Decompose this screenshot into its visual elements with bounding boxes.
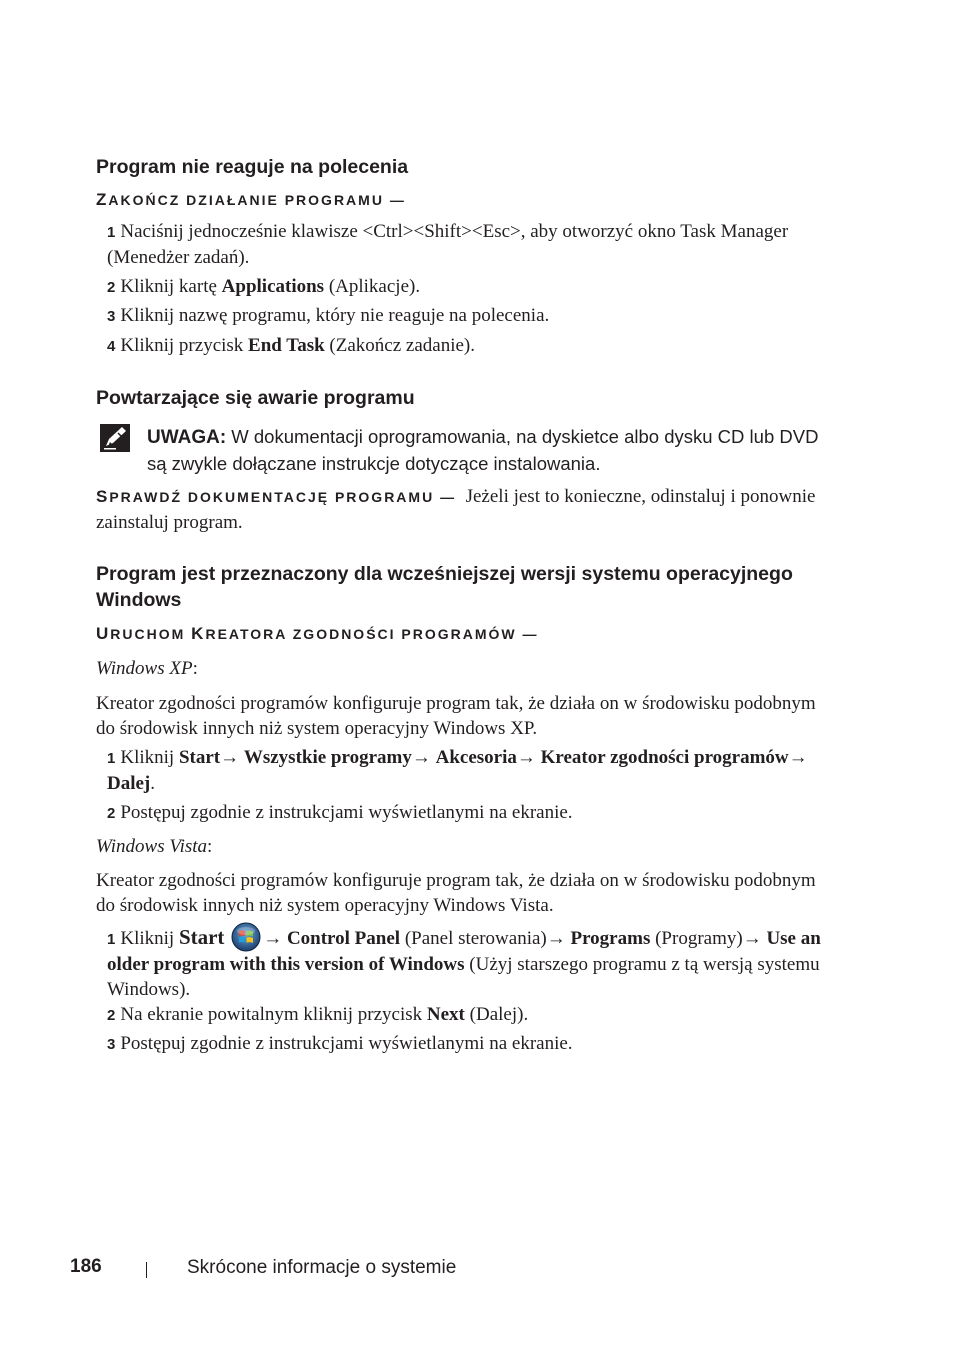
xp-step-1 bbox=[107, 745, 827, 796]
use-older-program-label: Use an older program with this version of Windows bbox=[107, 928, 821, 975]
use-older-program-pl: (Użyj starszego programu z tą wersją systemu Windows). bbox=[107, 954, 820, 1000]
windows-start-orb-icon bbox=[231, 922, 261, 952]
subhead-rest: PRAWDŹ DOKUMENTACJĘ PROGRAMU — bbox=[109, 489, 457, 505]
subhead-initial: Z bbox=[96, 190, 109, 209]
note-text: W dokumentacji oprogramowania, na dyskietce albo dysku CD lub DVD są zwykle dołączane instrukcje dotyczące instalowania. bbox=[147, 426, 819, 474]
subhead-end-task bbox=[96, 190, 406, 210]
control-panel-label: Control Panel bbox=[286, 928, 401, 949]
subhead-word: RUCHOM bbox=[110, 626, 192, 642]
vista-step-1 bbox=[107, 922, 827, 1002]
xp-label: Windows XP bbox=[96, 658, 193, 679]
section-heading-not-responding: Program nie reaguje na polecenia bbox=[96, 156, 409, 178]
compat-wizard-label: Kreator zgodności programów bbox=[540, 747, 789, 768]
step-2 bbox=[107, 274, 827, 300]
next-label: Dalej bbox=[107, 773, 151, 794]
step-text: Postępuj zgodnie z instrukcjami wyświetlanymi na ekranie. bbox=[120, 1033, 573, 1054]
step-text: Kliknij przycisk bbox=[120, 335, 249, 356]
next-button-label: Next bbox=[426, 1004, 465, 1025]
subhead-text: Jeżeli jest to konieczne, odinstaluj i ponownie zainstaluj program. bbox=[96, 486, 816, 533]
subhead-initial: U bbox=[96, 624, 111, 643]
colon: : bbox=[207, 836, 213, 857]
programs-label: Programs bbox=[570, 928, 651, 949]
subhead-rest: REATORA ZGODNOŚCI PROGRAMÓW — bbox=[205, 626, 539, 642]
step-text-post: (Aplikacje). bbox=[324, 276, 421, 297]
arrow-icon: → bbox=[546, 928, 566, 949]
step-number: 2 bbox=[107, 805, 116, 822]
step-1 bbox=[107, 219, 827, 270]
note-label: UWAGA: bbox=[147, 427, 227, 448]
all-programs-label: Wszystkie programy bbox=[243, 747, 412, 768]
step-number: 2 bbox=[107, 1007, 116, 1024]
step-text: Kliknij nazwę programu, który nie reaguje na polecenia. bbox=[120, 305, 550, 326]
page-number: 186 bbox=[70, 1256, 102, 1277]
step-number: 4 bbox=[107, 338, 116, 355]
step-number: 3 bbox=[107, 308, 116, 325]
vista-paragraph: Kreator zgodności programów konfiguruje program tak, że działa on w środowisku podobnym do środowisk innych niż system operacyjny Windows Vista. bbox=[96, 870, 816, 916]
start-label: Start bbox=[178, 747, 221, 768]
arrow-icon: → bbox=[411, 747, 431, 768]
step-number: 1 bbox=[107, 931, 116, 948]
subhead-initial: S bbox=[96, 487, 110, 506]
step-text-post: (Zakończ zadanie). bbox=[324, 335, 475, 356]
footer-title: Skrócone informacje o systemie bbox=[187, 1257, 457, 1278]
step-text-post: (Dalej). bbox=[464, 1004, 529, 1025]
subhead-check-docs bbox=[96, 489, 456, 505]
start-label: Start bbox=[178, 925, 225, 949]
step-number: 1 bbox=[107, 750, 116, 767]
step-text: Kliknij bbox=[120, 747, 179, 768]
vista-step-2 bbox=[107, 1002, 827, 1028]
step-text: Kliknij kartę bbox=[120, 276, 222, 297]
colon: : bbox=[192, 658, 198, 679]
vista-step-3 bbox=[107, 1031, 827, 1057]
section-heading-older-windows: Program jest przeznaczony dla wcześniejszej wersji systemu operacyjnego Windows bbox=[96, 563, 793, 611]
step-4 bbox=[107, 333, 827, 359]
pencil-note-icon bbox=[100, 424, 130, 452]
footer-divider bbox=[146, 1262, 147, 1278]
subhead-compat-wizard bbox=[96, 624, 539, 644]
vista-label-line bbox=[96, 834, 826, 859]
step-number: 3 bbox=[107, 1036, 116, 1053]
step-number: 1 bbox=[107, 224, 116, 241]
step-text: Kliknij bbox=[120, 928, 179, 949]
section-heading-recurring-crashes: Powtarzające się awarie programu bbox=[96, 387, 415, 409]
step-number: 2 bbox=[107, 279, 116, 296]
subhead-initial-k: K bbox=[191, 624, 206, 643]
step-text: Postępuj zgodnie z instrukcjami wyświetlanymi na ekranie. bbox=[120, 802, 573, 823]
step-text: Naciśnij jednocześnie klawisze <Ctrl><Shift><Esc>, aby otworzyć okno Task Manager (Menedżer zadań). bbox=[107, 221, 789, 268]
vista-label: Windows Vista bbox=[96, 836, 208, 857]
xp-step-2 bbox=[107, 800, 827, 826]
xp-label-line bbox=[96, 656, 826, 681]
period: . bbox=[150, 773, 156, 794]
xp-paragraph: Kreator zgodności programów konfiguruje program tak, że działa on w środowisku podobnym do środowisk innych niż system operacyjny Windows XP. bbox=[96, 693, 816, 739]
control-panel-pl: (Panel sterowania) bbox=[400, 928, 547, 949]
subhead-check-docs-para bbox=[96, 484, 826, 535]
accessories-label: Akcesoria bbox=[435, 747, 517, 768]
arrow-icon: → bbox=[788, 747, 808, 768]
note-box bbox=[147, 424, 837, 477]
step-3 bbox=[107, 303, 827, 329]
arrow-icon: → bbox=[220, 747, 240, 768]
end-task-button-label: End Task bbox=[248, 335, 325, 356]
subhead-rest: AKOŃCZ DZIAŁANIE PROGRAMU — bbox=[108, 192, 406, 208]
programs-pl: (Programy) bbox=[650, 928, 743, 949]
applications-tab-label: Applications bbox=[221, 276, 325, 297]
arrow-icon: → bbox=[742, 928, 762, 949]
arrow-icon: → bbox=[516, 747, 536, 768]
step-text: Na ekranie powitalnym kliknij przycisk bbox=[120, 1004, 427, 1025]
arrow-icon: → bbox=[263, 928, 283, 949]
